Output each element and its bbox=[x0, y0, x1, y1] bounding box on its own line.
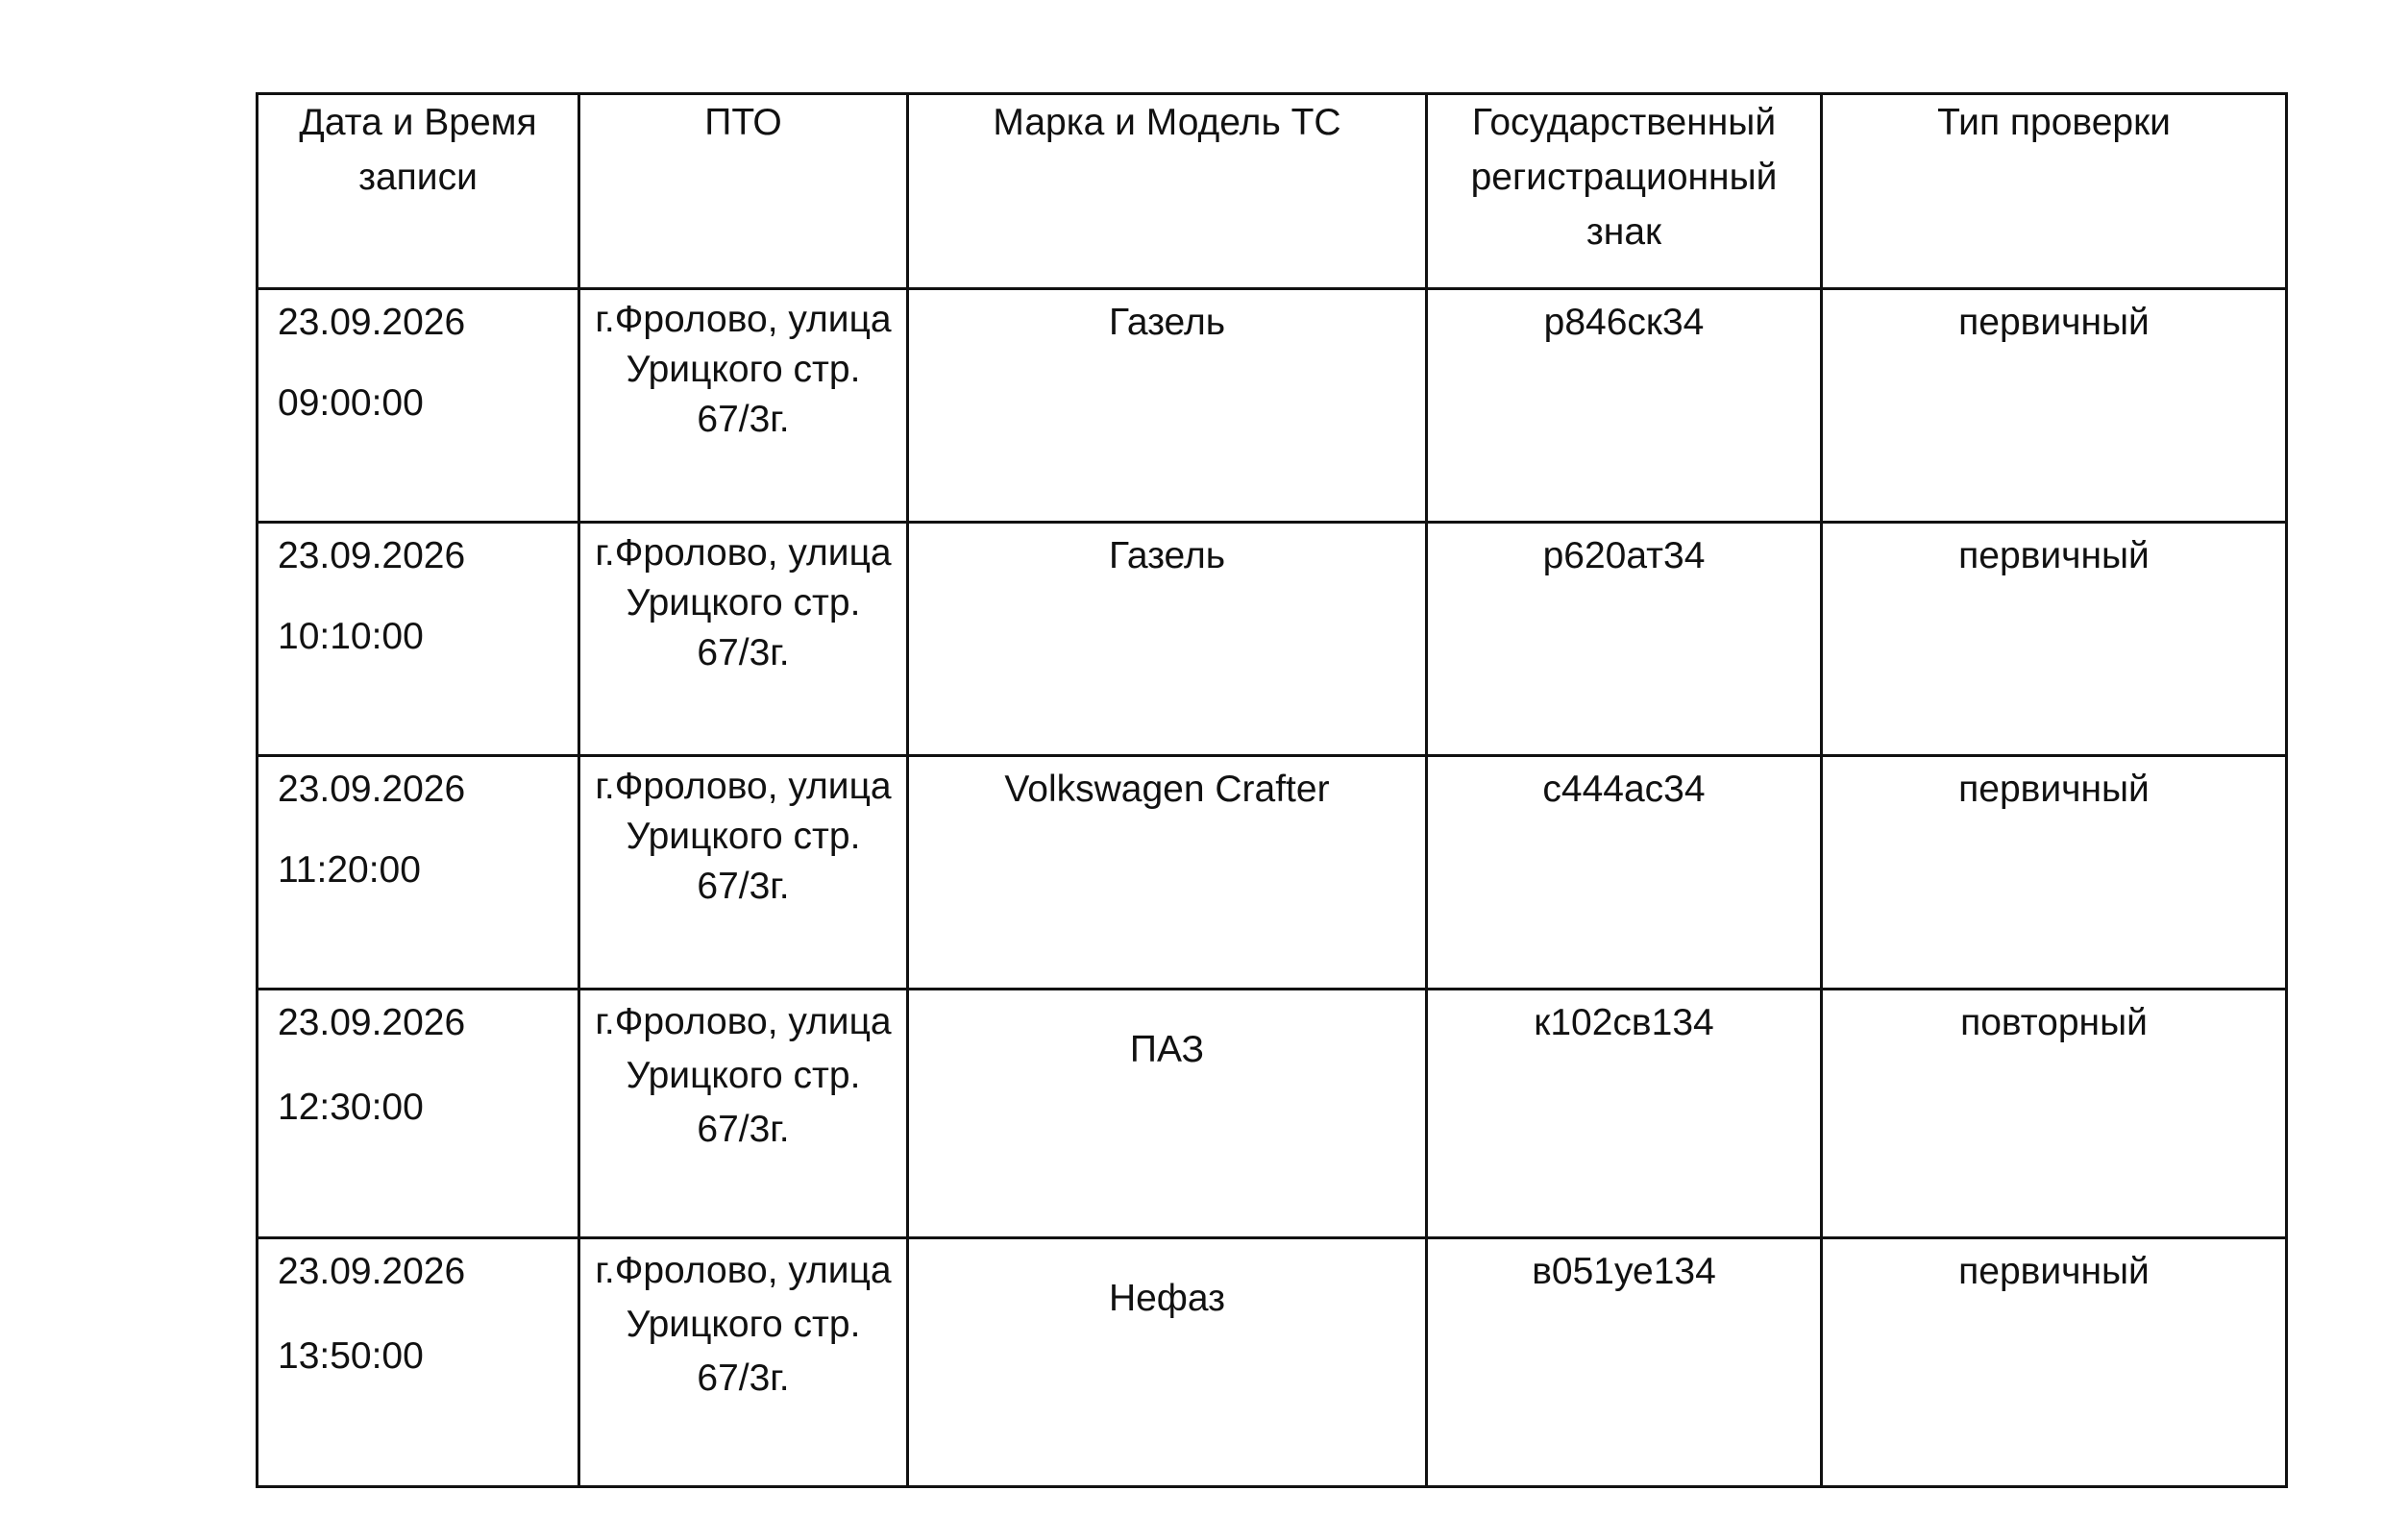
cell-time: 11:20:00 bbox=[278, 849, 421, 891]
header-datetime: Дата и Время записи bbox=[258, 94, 579, 289]
cell-pto-text: г.Фролово, улица Урицкого стр. 67/3г. bbox=[595, 766, 892, 907]
table-header-row bbox=[258, 94, 2287, 289]
cell-date: 23.09.2026 bbox=[278, 769, 466, 810]
cell-registration-plate: р620ат34 bbox=[1427, 523, 1822, 756]
cell-check-type: первичный bbox=[1822, 523, 2287, 756]
cell-vehicle-model bbox=[908, 990, 1427, 1238]
cell-model-text: Газель bbox=[1108, 302, 1226, 343]
cell-registration-plate: к102св134 bbox=[1427, 990, 1822, 1238]
cell-time: 12:30:00 bbox=[278, 1087, 424, 1128]
cell-pto-text: г.Фролово, улица Урицкого стр. 67/3г. bbox=[595, 1250, 892, 1399]
cell-datetime bbox=[258, 756, 579, 990]
cell-time: 09:00:00 bbox=[278, 382, 424, 424]
cell-datetime bbox=[258, 289, 579, 523]
cell-model-text: Газель bbox=[1108, 535, 1226, 576]
cell-pto bbox=[579, 990, 908, 1238]
inspection-schedule-table bbox=[256, 92, 2288, 1488]
cell-date: 23.09.2026 bbox=[278, 302, 466, 343]
table-row bbox=[258, 1238, 2287, 1487]
cell-check-type: первичный bbox=[1822, 756, 2287, 990]
cell-model-text: Volkswagen Crafter bbox=[1004, 769, 1330, 810]
table-row bbox=[258, 756, 2287, 990]
cell-time: 13:50:00 bbox=[278, 1335, 424, 1377]
table-row bbox=[258, 990, 2287, 1238]
cell-pto-text: г.Фролово, улица Урицкого стр. 67/3г. bbox=[595, 532, 892, 673]
header-vehicle-model: Марка и Модель ТС bbox=[908, 94, 1427, 289]
cell-datetime bbox=[258, 990, 579, 1238]
cell-time: 10:10:00 bbox=[278, 616, 424, 657]
cell-vehicle-model bbox=[908, 523, 1427, 756]
cell-model-text: ПАЗ bbox=[1129, 1029, 1205, 1070]
cell-check-type: повторный bbox=[1822, 990, 2287, 1238]
cell-vehicle-model bbox=[908, 756, 1427, 990]
cell-pto bbox=[579, 289, 908, 523]
cell-datetime bbox=[258, 523, 579, 756]
cell-registration-plate: в051уе134 bbox=[1427, 1238, 1822, 1487]
cell-vehicle-model bbox=[908, 1238, 1427, 1487]
cell-registration-plate: р846ск34 bbox=[1427, 289, 1822, 523]
header-pto: ПТО bbox=[579, 94, 908, 289]
cell-vehicle-model bbox=[908, 289, 1427, 523]
cell-date: 23.09.2026 bbox=[278, 535, 466, 576]
cell-check-type: первичный bbox=[1822, 289, 2287, 523]
table-row bbox=[258, 289, 2287, 523]
cell-check-type: первичный bbox=[1822, 1238, 2287, 1487]
cell-date: 23.09.2026 bbox=[278, 1002, 466, 1043]
cell-pto-text: г.Фролово, улица Урицкого стр. 67/3г. bbox=[595, 1001, 892, 1150]
cell-registration-plate: с444ас34 bbox=[1427, 756, 1822, 990]
header-registration-plate: Государственный регистрационный знак bbox=[1427, 94, 1822, 289]
cell-pto bbox=[579, 756, 908, 990]
cell-pto bbox=[579, 523, 908, 756]
cell-pto bbox=[579, 1238, 908, 1487]
cell-pto-text: г.Фролово, улица Урицкого стр. 67/3г. bbox=[595, 299, 892, 440]
cell-datetime bbox=[258, 1238, 579, 1487]
cell-model-text: Нефаз bbox=[1108, 1278, 1226, 1319]
cell-date: 23.09.2026 bbox=[278, 1251, 466, 1292]
table-row bbox=[258, 523, 2287, 756]
header-check-type: Тип проверки bbox=[1822, 94, 2287, 289]
